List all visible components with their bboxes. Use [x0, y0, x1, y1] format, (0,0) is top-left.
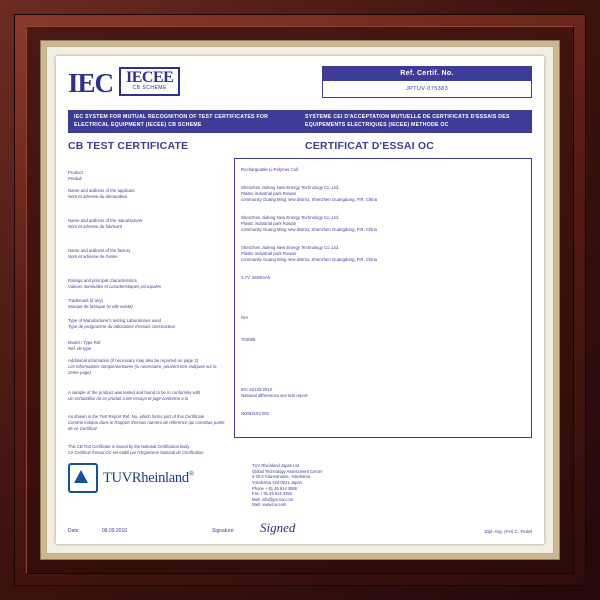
field-value	[235, 245, 531, 263]
field-label-english: Ratings and principal characteristics	[68, 278, 137, 283]
field-label-french: Ref. de type	[68, 346, 92, 351]
field-label	[68, 340, 228, 356]
tuv-address-line: Global Technology Assessment Center	[252, 468, 323, 474]
field-value-line: Shenzhen Jiufeng New Energy Technology Co.,Ltd.	[241, 185, 340, 190]
field-label-english: Name and address of the manufacturer	[68, 218, 143, 223]
certificate-header	[68, 66, 532, 106]
field-value	[235, 185, 531, 203]
field-label-french: Type de programme du laboratoire d'essais constructeur	[68, 324, 176, 329]
field-value	[235, 337, 531, 343]
field-value-line: community Guang Ming new district, Shenzhen Guangdong, P.R. China	[241, 227, 378, 232]
tuv-triangle-icon	[68, 463, 98, 493]
field-label-french: Marque de fabrique (si elle existe)	[68, 304, 133, 309]
field-label-french: Nom et adresse du demandeur	[68, 194, 128, 199]
field-label	[68, 414, 228, 432]
field-value	[235, 275, 531, 281]
field-label-english: Product	[68, 170, 83, 175]
field-value-line: 3.7V, 2600mAh	[241, 275, 271, 280]
field-label-english: A sample of the product was tested and found to be in conformity with	[68, 390, 201, 395]
field-value	[235, 315, 531, 321]
field-value-line: N/A	[241, 315, 249, 320]
scheme-band-english: IEC SYSTEM FOR MUTUAL RECOGNITION OF TEST CERTIFICATES FOR ELECTRICAL EQUIPMENT (IECEE) CB SCHEME	[74, 114, 269, 128]
iec-logo: IEC	[68, 68, 114, 98]
certificate-titles	[68, 140, 532, 152]
field-value-line: Plastic industrial park Rowan	[241, 251, 297, 256]
field-label-column	[68, 158, 234, 438]
field-value-line: Plastic industrial park Rowan	[241, 191, 297, 196]
title-french: CERTIFICAT D'ESSAI OC	[305, 140, 435, 152]
field-label-english: As shown in the Test Report Ref. No. which forms part of this Certificate	[68, 414, 205, 419]
field-value	[235, 387, 531, 399]
issuer-footnote-french: Ce Certificat d'essai OC est etabli par l'Organisme National de Certification	[68, 449, 204, 455]
field-label-english: Name and address of the factory	[68, 248, 131, 253]
certification-body-block	[68, 463, 532, 508]
field-label-french: Nom et adresse du fabricant	[68, 224, 122, 229]
tuv-address-line: Mail: info@jpn.tuv.com	[252, 496, 294, 502]
field-value	[235, 167, 531, 173]
certificate-number-label: Ref. Certif. No.	[322, 66, 532, 81]
field-label-english: Additional information (if necessary may also be reported on page 2)	[68, 358, 199, 363]
field-label-french: Un echantillon de ce produit a ete essaye et juge conforme a la	[68, 396, 189, 401]
field-label	[68, 390, 228, 412]
tuv-name-text	[103, 470, 194, 487]
certificate-number-box	[322, 66, 532, 98]
field-label-french: Nom et adresse de l'usine	[68, 254, 118, 259]
certificate-number-value: JPTUV-075383	[322, 81, 532, 98]
field-label	[68, 170, 228, 186]
tuv-address-line: 4-25-2 Kita-Kaname, Yokohama	[252, 474, 311, 480]
scheme-band	[68, 110, 532, 133]
field-label	[68, 278, 228, 296]
date-label: Date:	[68, 527, 80, 534]
field-label-french: Valeurs nominales et caracteristiques principales	[68, 284, 161, 289]
signatory-name: Dipl.-Ing. (FH) C. Fedel	[484, 528, 532, 534]
field-label-english: Name and address of the applicant	[68, 188, 135, 193]
cb-scheme-text: CB SCHEME	[132, 85, 167, 91]
field-label-english: Trademark (if any)	[68, 298, 103, 303]
field-label	[68, 188, 228, 216]
signature-label: Signature:	[212, 527, 235, 534]
tuv-address-line: Yokohama 224-0021 Japan	[252, 479, 302, 485]
date-value: 08.09.2016	[102, 527, 128, 534]
field-label-french: Produit	[68, 176, 82, 181]
field-label	[68, 358, 228, 388]
field-label	[68, 318, 228, 338]
field-label-english: Model / Type Ref.	[68, 340, 102, 345]
title-english: CB TEST CERTIFICATE	[68, 140, 189, 152]
certificate-body	[68, 158, 532, 438]
field-label	[68, 298, 228, 316]
field-value-line: Shenzhen Jiufeng New Energy Technology Co.,Ltd.	[241, 245, 340, 250]
tuv-address	[248, 463, 532, 508]
iecee-cb-scheme-logo	[119, 67, 180, 96]
tuv-rheinland-logo	[68, 463, 248, 493]
tuv-address-line: TUV Rheinland Japan Ltd.	[252, 463, 301, 469]
tuv-address-line: Phone + 81 45 914 3888	[252, 485, 297, 491]
registered-mark: ®	[188, 469, 194, 478]
field-label-french: Les informations complementaires (si necessaire, peuvent etre indiquee sur la 2eme page)	[68, 364, 217, 375]
field-value-box	[234, 158, 532, 438]
field-value	[235, 215, 531, 233]
field-value-line: 704085	[241, 337, 256, 342]
issuer-footnote	[68, 444, 532, 455]
iecee-logo-text: IECEE	[126, 69, 174, 86]
signature-row	[68, 518, 532, 534]
field-label	[68, 248, 228, 276]
field-value-line: Shenzhen Jiufeng New Energy Technology Co.,Ltd.	[241, 215, 340, 220]
field-value-line: National differences see test report	[241, 393, 308, 398]
field-label	[68, 218, 228, 246]
signature-mark: Signed	[260, 519, 296, 535]
tuv-address-line: Web: www.tuv.com	[252, 502, 287, 508]
field-value-line: community Guang Ming new district, Shenzhen Guangdong, P.R. China	[241, 197, 378, 202]
scheme-band-french: SYSTEME CEI D'ACCEPTATION MUTUELLE DE CERTIFICATS D'ESSAIS DES EQUIPEMENTS ELECTRIQUES (IECEE) METHODE OC	[305, 114, 510, 128]
tuv-name-label: TUVRheinland	[103, 469, 189, 486]
field-value-line: Rechargeable Li-Polymer Cell	[241, 167, 299, 172]
field-value-line: community Guang Ming new district, Shenzhen Guangdong, P.R. China	[241, 257, 378, 262]
field-label-english: Type of Manufacturer's testing Laboratories used	[68, 318, 162, 323]
issuer-footnote-english: This CB Test Certificate is issued by the National Certification Body	[68, 444, 190, 449]
field-value-line: N0063102 001	[241, 411, 270, 416]
field-value	[235, 411, 531, 417]
certificate-page	[56, 56, 544, 544]
field-label-french: Comme indique dans le Rapport d'essais numero de reference qui constitue partie de ce Certificat	[68, 420, 225, 431]
field-value-line: IEC 62133:2012	[241, 387, 273, 392]
field-value-line: Plastic industrial park Rowan	[241, 221, 297, 226]
tuv-address-line: Fax + 81 45 914 3355	[252, 491, 292, 497]
